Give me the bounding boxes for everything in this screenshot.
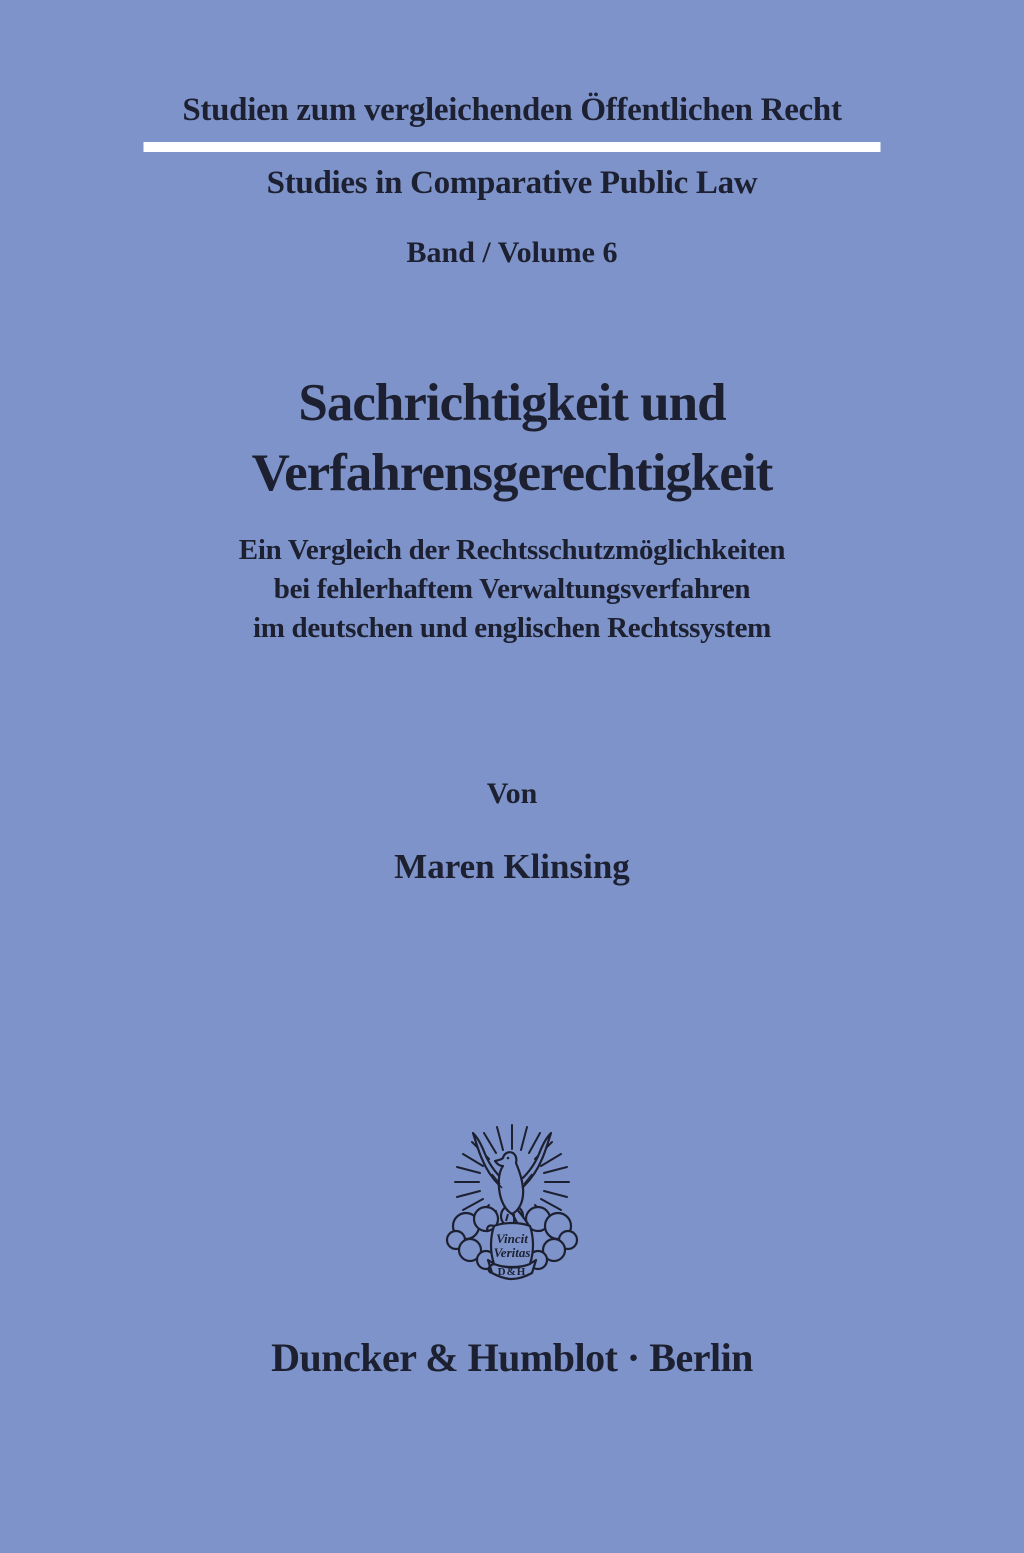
book-subtitle-line1: Ein Vergleich der Rechtsschutzmöglichkeiten (238, 534, 786, 566)
book-title-line1: Sachrichtigkeit und (298, 374, 726, 432)
series-divider-rule (144, 142, 881, 152)
series-volume-number: Band / Volume 6 (406, 236, 618, 269)
byline-von: Von (486, 777, 538, 810)
motto-text-vincit: Vincit (496, 1231, 528, 1246)
book-subtitle-line3: im deutschen und englischen Rechtssystem (252, 612, 772, 644)
publisher-eagle-logo-icon (442, 1122, 582, 1284)
book-title (0, 368, 1024, 508)
book-title-line2: Verfahrensgerechtigkeit (251, 444, 773, 502)
series-title-english: Studies in Comparative Public Law (266, 165, 758, 201)
publisher-imprint: Duncker & Humblot · Berlin (271, 1335, 753, 1380)
book-subtitle (0, 531, 1024, 648)
book-subtitle-line2: bei fehlerhaftem Verwaltungsverfahren (273, 573, 751, 605)
series-title-german: Studien zum vergleichenden Öffentlichen Recht (182, 92, 842, 128)
author-name: Maren Klinsing (394, 847, 630, 886)
publisher-initials: D&H (497, 1266, 527, 1278)
eagle-emblem-svg (442, 1122, 582, 1284)
motto-text-veritas: Veritas (493, 1245, 531, 1260)
